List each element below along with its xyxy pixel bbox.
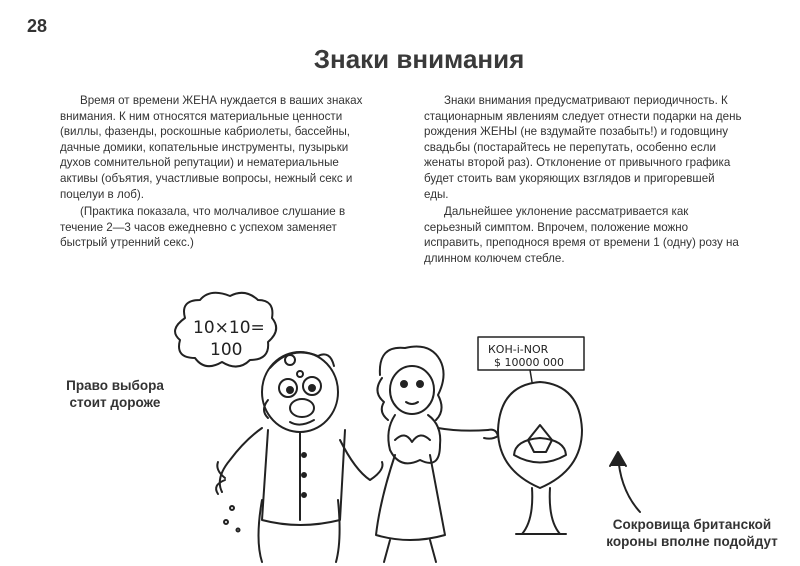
diamond-display	[498, 382, 582, 534]
sign-text-2: $ 10000 000	[494, 356, 564, 369]
caption-right: Сокровища британской короны вполне подойдут	[606, 517, 778, 549]
curved-arrow	[610, 452, 640, 512]
right-paragraph-2: Дальнейшее уклонение рассматривается как серьезный симптом. Впрочем, положение можно исправить, преподнося время от времени 1 (одну) розу на длинном колючем стебле.	[424, 205, 739, 265]
page-title: Знаки внимания	[313, 44, 525, 74]
left-paragraph-2: (Практика показала, что молчаливое слушание в течение 2—3 часов ежедневно с успехом заменяет быстрый утренний секс.)	[60, 205, 346, 250]
page-number: 28	[27, 16, 48, 36]
thought-cloud	[175, 293, 303, 377]
caption-left: Право выбора стоит дороже	[66, 378, 164, 410]
thought-text-1: 10×10=	[193, 318, 265, 338]
thought-text-2: 100	[210, 340, 243, 360]
right-paragraph-1: Знаки внимания предусматривают периодичность. К стационарным явлениям следует отнести подарки на день рождения ЖЕНЫ (не вздумайте позабыть!) и годовщину свадьбы (постарайтесь не перепутать, особенно если женаты второй раз). Отклонение от привычного графика будет стоить вам укоряющих взглядов и пригоревшей еды.	[424, 94, 742, 201]
price-sign	[478, 337, 584, 382]
sign-text-1: КОН-i-NOR	[488, 343, 549, 356]
woman-figure	[376, 347, 498, 563]
man-figure	[216, 352, 382, 562]
left-paragraph-1: Время от времени ЖЕНА нуждается в ваших знаках внимания. К ним относятся материальные ценности (виллы, фазенды, роскошные кабриолеты, бассейны, дачные домики, копательные инструменты, пузырьки духов сомнительной репутации) и нематериальные активы (объятия, участливые вопросы, нежный секс и поцелуи в лоб).	[60, 94, 363, 201]
